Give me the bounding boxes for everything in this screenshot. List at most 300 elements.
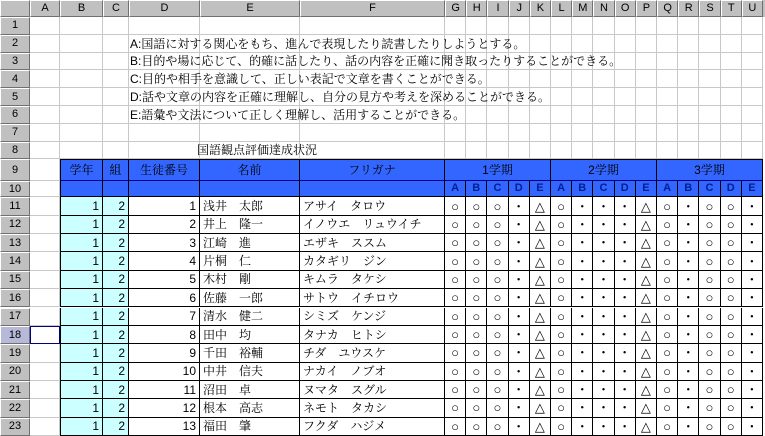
- mark-cell[interactable]: ○: [551, 381, 572, 399]
- row-header-22[interactable]: 22: [0, 399, 30, 417]
- column-header-C[interactable]: C: [103, 0, 129, 17]
- grid-cell[interactable]: [636, 17, 657, 35]
- mark-cell[interactable]: ・: [572, 289, 593, 307]
- cell-student-no[interactable]: 7: [129, 308, 200, 326]
- mark-cell[interactable]: ・: [678, 344, 699, 362]
- grid-cell[interactable]: [129, 124, 200, 142]
- grid-cell[interactable]: [30, 216, 60, 234]
- mark-cell[interactable]: ・: [678, 399, 699, 417]
- mark-cell[interactable]: ○: [721, 216, 742, 234]
- mark-cell[interactable]: ・: [509, 308, 530, 326]
- cell-class[interactable]: 2: [103, 418, 129, 436]
- mark-cell[interactable]: ・: [572, 399, 593, 417]
- cell-student-no[interactable]: 9: [129, 344, 200, 362]
- mark-cell[interactable]: ・: [615, 418, 636, 436]
- mark-cell[interactable]: ○: [487, 252, 508, 270]
- mark-cell[interactable]: ○: [487, 381, 508, 399]
- cell-furigana[interactable]: ヌマタ スグル: [300, 381, 445, 399]
- cell-student-no[interactable]: 11: [129, 381, 200, 399]
- row-header-7[interactable]: 7: [0, 124, 30, 142]
- mark-cell[interactable]: △: [530, 197, 551, 215]
- grid-cell[interactable]: [300, 17, 445, 35]
- grid-cell[interactable]: [551, 124, 572, 142]
- criteria-header[interactable]: E: [636, 181, 657, 197]
- grid-cell[interactable]: [572, 124, 593, 142]
- cell-name[interactable]: 浅井 太郎: [200, 197, 300, 215]
- mark-cell[interactable]: ・: [678, 271, 699, 289]
- mark-cell[interactable]: △: [636, 197, 657, 215]
- grid-cell[interactable]: [103, 88, 129, 106]
- cell-grade[interactable]: 1: [60, 271, 103, 289]
- column-header-S[interactable]: S: [699, 0, 720, 17]
- mark-cell[interactable]: △: [530, 399, 551, 417]
- header-furigana[interactable]: フリガナ: [300, 159, 445, 181]
- column-header-Q[interactable]: Q: [657, 0, 678, 17]
- mark-cell[interactable]: ○: [721, 326, 742, 344]
- mark-cell[interactable]: △: [530, 234, 551, 252]
- grid-cell[interactable]: [103, 106, 129, 124]
- grid-cell[interactable]: [30, 106, 60, 124]
- mark-cell[interactable]: ○: [445, 271, 466, 289]
- grid-cell[interactable]: [103, 17, 129, 35]
- mark-cell[interactable]: ・: [678, 197, 699, 215]
- mark-cell[interactable]: ・: [509, 363, 530, 381]
- mark-cell[interactable]: ・: [678, 363, 699, 381]
- grid-cell[interactable]: [721, 106, 742, 124]
- mark-cell[interactable]: ・: [678, 234, 699, 252]
- grid-cell[interactable]: [593, 142, 614, 160]
- grid-cell[interactable]: [551, 17, 572, 35]
- mark-cell[interactable]: ○: [487, 363, 508, 381]
- cell-name[interactable]: 清水 健二: [200, 308, 300, 326]
- mark-cell[interactable]: ・: [742, 326, 763, 344]
- grid-cell[interactable]: [30, 35, 60, 53]
- column-header-R[interactable]: R: [678, 0, 699, 17]
- grid-cell[interactable]: [30, 234, 60, 252]
- grid-cell[interactable]: [30, 252, 60, 270]
- grid-cell[interactable]: [721, 142, 742, 160]
- mark-cell[interactable]: ○: [657, 197, 678, 215]
- grid-cell[interactable]: [721, 88, 742, 106]
- mark-cell[interactable]: ○: [487, 308, 508, 326]
- mark-cell[interactable]: ・: [509, 271, 530, 289]
- mark-cell[interactable]: ・: [593, 344, 614, 362]
- mark-cell[interactable]: ○: [699, 252, 720, 270]
- mark-cell[interactable]: ・: [742, 271, 763, 289]
- cell-grade[interactable]: 1: [60, 363, 103, 381]
- mark-cell[interactable]: ○: [466, 399, 487, 417]
- criteria-header[interactable]: D: [721, 181, 742, 197]
- grid-cell[interactable]: [699, 142, 720, 160]
- column-header-T[interactable]: T: [721, 0, 742, 17]
- grid-cell[interactable]: [530, 142, 551, 160]
- mark-cell[interactable]: ・: [593, 418, 614, 436]
- criteria-header[interactable]: A: [445, 181, 466, 197]
- mark-cell[interactable]: ・: [742, 418, 763, 436]
- cell-furigana[interactable]: チダ ユウスケ: [300, 344, 445, 362]
- mark-cell[interactable]: ○: [721, 381, 742, 399]
- mark-cell[interactable]: ○: [551, 326, 572, 344]
- criteria-header[interactable]: B: [678, 181, 699, 197]
- grid-cell[interactable]: [60, 70, 103, 88]
- cell-student-no[interactable]: 3: [129, 234, 200, 252]
- mark-cell[interactable]: ・: [615, 252, 636, 270]
- grid-cell[interactable]: [742, 106, 763, 124]
- cell-class[interactable]: 2: [103, 271, 129, 289]
- mark-cell[interactable]: ○: [721, 252, 742, 270]
- cell-class[interactable]: 2: [103, 252, 129, 270]
- mark-cell[interactable]: △: [636, 252, 657, 270]
- grid-cell[interactable]: [742, 124, 763, 142]
- grid-cell[interactable]: [721, 35, 742, 53]
- grid-cell[interactable]: [657, 142, 678, 160]
- grid-cell[interactable]: [657, 124, 678, 142]
- mark-cell[interactable]: ○: [657, 363, 678, 381]
- grid-cell[interactable]: [30, 271, 60, 289]
- grid-cell[interactable]: [593, 124, 614, 142]
- mark-cell[interactable]: ・: [593, 308, 614, 326]
- grid-cell[interactable]: [30, 197, 60, 215]
- mark-cell[interactable]: △: [636, 399, 657, 417]
- term-header[interactable]: 1学期: [445, 159, 551, 181]
- cell-class[interactable]: 2: [103, 308, 129, 326]
- mark-cell[interactable]: △: [530, 271, 551, 289]
- mark-cell[interactable]: ○: [699, 381, 720, 399]
- header-student_no-lower[interactable]: [129, 181, 200, 197]
- mark-cell[interactable]: ・: [615, 363, 636, 381]
- mark-cell[interactable]: △: [636, 271, 657, 289]
- mark-cell[interactable]: ○: [721, 271, 742, 289]
- cell-class[interactable]: 2: [103, 363, 129, 381]
- term-header[interactable]: 2学期: [551, 159, 657, 181]
- mark-cell[interactable]: ・: [509, 289, 530, 307]
- mark-cell[interactable]: ・: [509, 399, 530, 417]
- mark-cell[interactable]: ○: [551, 418, 572, 436]
- mark-cell[interactable]: ・: [615, 289, 636, 307]
- cell-name[interactable]: 木村 剛: [200, 271, 300, 289]
- mark-cell[interactable]: ○: [445, 234, 466, 252]
- header-student_no[interactable]: 生徒番号: [129, 159, 200, 181]
- mark-cell[interactable]: ○: [466, 344, 487, 362]
- grid-cell[interactable]: [129, 142, 200, 160]
- cell-grade[interactable]: 1: [60, 399, 103, 417]
- cell-student-no[interactable]: 13: [129, 418, 200, 436]
- mark-cell[interactable]: ○: [487, 197, 508, 215]
- mark-cell[interactable]: ・: [593, 326, 614, 344]
- cell-name[interactable]: 福田 肇: [200, 418, 300, 436]
- cell-name[interactable]: 江崎 進: [200, 234, 300, 252]
- mark-cell[interactable]: ○: [466, 252, 487, 270]
- mark-cell[interactable]: ・: [572, 344, 593, 362]
- grid-cell[interactable]: [678, 17, 699, 35]
- mark-cell[interactable]: ○: [466, 381, 487, 399]
- term-header[interactable]: 3学期: [657, 159, 763, 181]
- mark-cell[interactable]: △: [636, 308, 657, 326]
- criteria-header[interactable]: E: [530, 181, 551, 197]
- row-header-4[interactable]: 4: [0, 70, 30, 88]
- cell-student-no[interactable]: 10: [129, 363, 200, 381]
- mark-cell[interactable]: ・: [593, 216, 614, 234]
- grid-cell[interactable]: [530, 124, 551, 142]
- grid-cell[interactable]: [30, 363, 60, 381]
- mark-cell[interactable]: ○: [487, 399, 508, 417]
- grid-cell[interactable]: [30, 289, 60, 307]
- cell-class[interactable]: 2: [103, 197, 129, 215]
- mark-cell[interactable]: ・: [615, 197, 636, 215]
- criteria-header[interactable]: B: [572, 181, 593, 197]
- mark-cell[interactable]: ○: [721, 418, 742, 436]
- mark-cell[interactable]: ○: [487, 344, 508, 362]
- mark-cell[interactable]: ・: [593, 289, 614, 307]
- cell-furigana[interactable]: カタギリ ジン: [300, 252, 445, 270]
- cell-grade[interactable]: 1: [60, 308, 103, 326]
- grid-cell[interactable]: [742, 17, 763, 35]
- mark-cell[interactable]: ・: [742, 252, 763, 270]
- mark-cell[interactable]: ○: [487, 326, 508, 344]
- grid-cell[interactable]: [678, 124, 699, 142]
- cell-student-no[interactable]: 6: [129, 289, 200, 307]
- row-header-20[interactable]: 20: [0, 363, 30, 381]
- cell-furigana[interactable]: イノウエ リュウイチ: [300, 216, 445, 234]
- mark-cell[interactable]: ○: [445, 289, 466, 307]
- grid-cell[interactable]: [30, 308, 60, 326]
- column-header-A[interactable]: A: [30, 0, 60, 17]
- cell-class[interactable]: 2: [103, 399, 129, 417]
- grid-cell[interactable]: [509, 124, 530, 142]
- grid-cell[interactable]: [615, 17, 636, 35]
- mark-cell[interactable]: ・: [678, 289, 699, 307]
- cell-name[interactable]: 根本 高志: [200, 399, 300, 417]
- mark-cell[interactable]: ○: [551, 252, 572, 270]
- column-header-J[interactable]: J: [509, 0, 530, 17]
- grid-cell[interactable]: [742, 70, 763, 88]
- mark-cell[interactable]: ・: [593, 271, 614, 289]
- grid-cell[interactable]: [30, 181, 60, 197]
- cell-grade[interactable]: 1: [60, 418, 103, 436]
- cell-grade[interactable]: 1: [60, 344, 103, 362]
- row-header-21[interactable]: 21: [0, 381, 30, 399]
- grid-cell[interactable]: [615, 142, 636, 160]
- mark-cell[interactable]: ○: [657, 399, 678, 417]
- grid-cell[interactable]: [699, 70, 720, 88]
- cell-name[interactable]: 田中 均: [200, 326, 300, 344]
- row-header-19[interactable]: 19: [0, 344, 30, 362]
- cell-student-no[interactable]: 1: [129, 197, 200, 215]
- mark-cell[interactable]: ・: [572, 252, 593, 270]
- grid-cell[interactable]: [30, 381, 60, 399]
- column-header-P[interactable]: P: [636, 0, 657, 17]
- grid-cell[interactable]: [103, 53, 129, 71]
- mark-cell[interactable]: ・: [509, 252, 530, 270]
- mark-cell[interactable]: ○: [721, 289, 742, 307]
- grid-cell[interactable]: [551, 142, 572, 160]
- cell-class[interactable]: 2: [103, 344, 129, 362]
- cell-grade[interactable]: 1: [60, 381, 103, 399]
- grid-cell[interactable]: [103, 35, 129, 53]
- grid-cell[interactable]: [466, 17, 487, 35]
- row-header-16[interactable]: 16: [0, 289, 30, 307]
- cell-student-no[interactable]: 4: [129, 252, 200, 270]
- mark-cell[interactable]: ○: [657, 326, 678, 344]
- cell-class[interactable]: 2: [103, 234, 129, 252]
- grid-cell[interactable]: [466, 142, 487, 160]
- mark-cell[interactable]: ・: [615, 399, 636, 417]
- cell-class[interactable]: 2: [103, 381, 129, 399]
- mark-cell[interactable]: ○: [699, 234, 720, 252]
- grid-cell[interactable]: [699, 88, 720, 106]
- column-header-U[interactable]: U: [742, 0, 763, 17]
- mark-cell[interactable]: ○: [551, 216, 572, 234]
- grid-cell[interactable]: [530, 17, 551, 35]
- cell-grade[interactable]: 1: [60, 289, 103, 307]
- mark-cell[interactable]: ○: [721, 363, 742, 381]
- mark-cell[interactable]: ・: [678, 326, 699, 344]
- grid-cell[interactable]: [30, 124, 60, 142]
- mark-cell[interactable]: ・: [509, 418, 530, 436]
- mark-cell[interactable]: △: [530, 418, 551, 436]
- grid-cell[interactable]: [572, 17, 593, 35]
- mark-cell[interactable]: ○: [445, 216, 466, 234]
- mark-cell[interactable]: ○: [487, 216, 508, 234]
- mark-cell[interactable]: △: [636, 418, 657, 436]
- cell-grade[interactable]: 1: [60, 197, 103, 215]
- cell-student-no[interactable]: 2: [129, 216, 200, 234]
- mark-cell[interactable]: ○: [551, 399, 572, 417]
- mark-cell[interactable]: ・: [615, 344, 636, 362]
- mark-cell[interactable]: ○: [699, 344, 720, 362]
- mark-cell[interactable]: ○: [466, 271, 487, 289]
- mark-cell[interactable]: ○: [699, 289, 720, 307]
- criteria-header[interactable]: B: [466, 181, 487, 197]
- row-header-8[interactable]: 8: [0, 142, 30, 160]
- mark-cell[interactable]: ・: [572, 418, 593, 436]
- mark-cell[interactable]: ○: [466, 289, 487, 307]
- mark-cell[interactable]: ○: [721, 308, 742, 326]
- mark-cell[interactable]: △: [636, 363, 657, 381]
- mark-cell[interactable]: ・: [742, 399, 763, 417]
- grid-cell[interactable]: [699, 124, 720, 142]
- cell-class[interactable]: 2: [103, 289, 129, 307]
- mark-cell[interactable]: ・: [615, 234, 636, 252]
- grid-cell[interactable]: [60, 142, 103, 160]
- row-header-15[interactable]: 15: [0, 271, 30, 289]
- grid-cell[interactable]: [103, 70, 129, 88]
- cell-furigana[interactable]: エザキ ススム: [300, 234, 445, 252]
- mark-cell[interactable]: ○: [551, 197, 572, 215]
- mark-cell[interactable]: ・: [678, 308, 699, 326]
- row-header-14[interactable]: 14: [0, 252, 30, 270]
- grid-cell[interactable]: [742, 88, 763, 106]
- grid-cell[interactable]: [721, 17, 742, 35]
- grid-cell[interactable]: [200, 124, 300, 142]
- mark-cell[interactable]: ○: [445, 252, 466, 270]
- grid-cell[interactable]: [487, 17, 508, 35]
- cell-furigana[interactable]: フクダ ハジメ: [300, 418, 445, 436]
- criteria-header[interactable]: D: [509, 181, 530, 197]
- grid-cell[interactable]: [30, 418, 60, 436]
- mark-cell[interactable]: ○: [466, 418, 487, 436]
- row-header-5[interactable]: 5: [0, 88, 30, 106]
- mark-cell[interactable]: ○: [699, 197, 720, 215]
- mark-cell[interactable]: ・: [572, 326, 593, 344]
- grid-cell[interactable]: [721, 70, 742, 88]
- row-header-9[interactable]: 9: [0, 159, 30, 181]
- mark-cell[interactable]: ・: [572, 216, 593, 234]
- grid-cell[interactable]: [509, 17, 530, 35]
- grid-cell[interactable]: [742, 142, 763, 160]
- header-grade[interactable]: 学年: [60, 159, 103, 181]
- row-header-3[interactable]: 3: [0, 53, 30, 71]
- mark-cell[interactable]: ○: [551, 363, 572, 381]
- mark-cell[interactable]: ○: [445, 363, 466, 381]
- grid-cell[interactable]: [30, 53, 60, 71]
- mark-cell[interactable]: △: [636, 234, 657, 252]
- mark-cell[interactable]: ・: [509, 381, 530, 399]
- grid-cell[interactable]: [487, 142, 508, 160]
- mark-cell[interactable]: ・: [572, 197, 593, 215]
- mark-cell[interactable]: ○: [551, 344, 572, 362]
- mark-cell[interactable]: ・: [742, 363, 763, 381]
- grid-cell[interactable]: [300, 124, 445, 142]
- criteria-header[interactable]: C: [699, 181, 720, 197]
- grid-cell[interactable]: [30, 142, 60, 160]
- mark-cell[interactable]: ・: [572, 363, 593, 381]
- mark-cell[interactable]: △: [530, 308, 551, 326]
- mark-cell[interactable]: ○: [657, 216, 678, 234]
- grid-cell[interactable]: [699, 35, 720, 53]
- mark-cell[interactable]: △: [636, 289, 657, 307]
- column-header-L[interactable]: L: [551, 0, 572, 17]
- mark-cell[interactable]: ○: [657, 234, 678, 252]
- mark-cell[interactable]: ・: [742, 308, 763, 326]
- cell-furigana[interactable]: ナカイ ノブオ: [300, 363, 445, 381]
- grid-cell[interactable]: [60, 53, 103, 71]
- cell-class[interactable]: 2: [103, 216, 129, 234]
- mark-cell[interactable]: ○: [699, 326, 720, 344]
- grid-cell[interactable]: [487, 124, 508, 142]
- header-class[interactable]: 組: [103, 159, 129, 181]
- grid-cell[interactable]: [30, 399, 60, 417]
- mark-cell[interactable]: ○: [466, 326, 487, 344]
- cell-name[interactable]: 沼田 卓: [200, 381, 300, 399]
- cell-name[interactable]: 井上 隆一: [200, 216, 300, 234]
- mark-cell[interactable]: ・: [678, 381, 699, 399]
- cell-grade[interactable]: 1: [60, 216, 103, 234]
- mark-cell[interactable]: ○: [657, 289, 678, 307]
- mark-cell[interactable]: ○: [445, 344, 466, 362]
- column-header-M[interactable]: M: [572, 0, 593, 17]
- grid-cell[interactable]: [509, 142, 530, 160]
- mark-cell[interactable]: ○: [721, 234, 742, 252]
- grid-cell[interactable]: [60, 17, 103, 35]
- header-name-lower[interactable]: [200, 181, 300, 197]
- grid-cell[interactable]: [742, 35, 763, 53]
- cell-furigana[interactable]: タナカ ヒトシ: [300, 326, 445, 344]
- grid-cell[interactable]: [721, 124, 742, 142]
- mark-cell[interactable]: ・: [572, 234, 593, 252]
- criteria-header[interactable]: D: [615, 181, 636, 197]
- mark-cell[interactable]: △: [636, 216, 657, 234]
- grid-cell[interactable]: [699, 17, 720, 35]
- grid-cell[interactable]: [615, 124, 636, 142]
- grid-cell[interactable]: [636, 142, 657, 160]
- mark-cell[interactable]: ○: [445, 418, 466, 436]
- mark-cell[interactable]: ○: [721, 197, 742, 215]
- grid-cell[interactable]: [699, 53, 720, 71]
- row-header-23[interactable]: 23: [0, 418, 30, 436]
- mark-cell[interactable]: △: [530, 381, 551, 399]
- mark-cell[interactable]: ・: [742, 197, 763, 215]
